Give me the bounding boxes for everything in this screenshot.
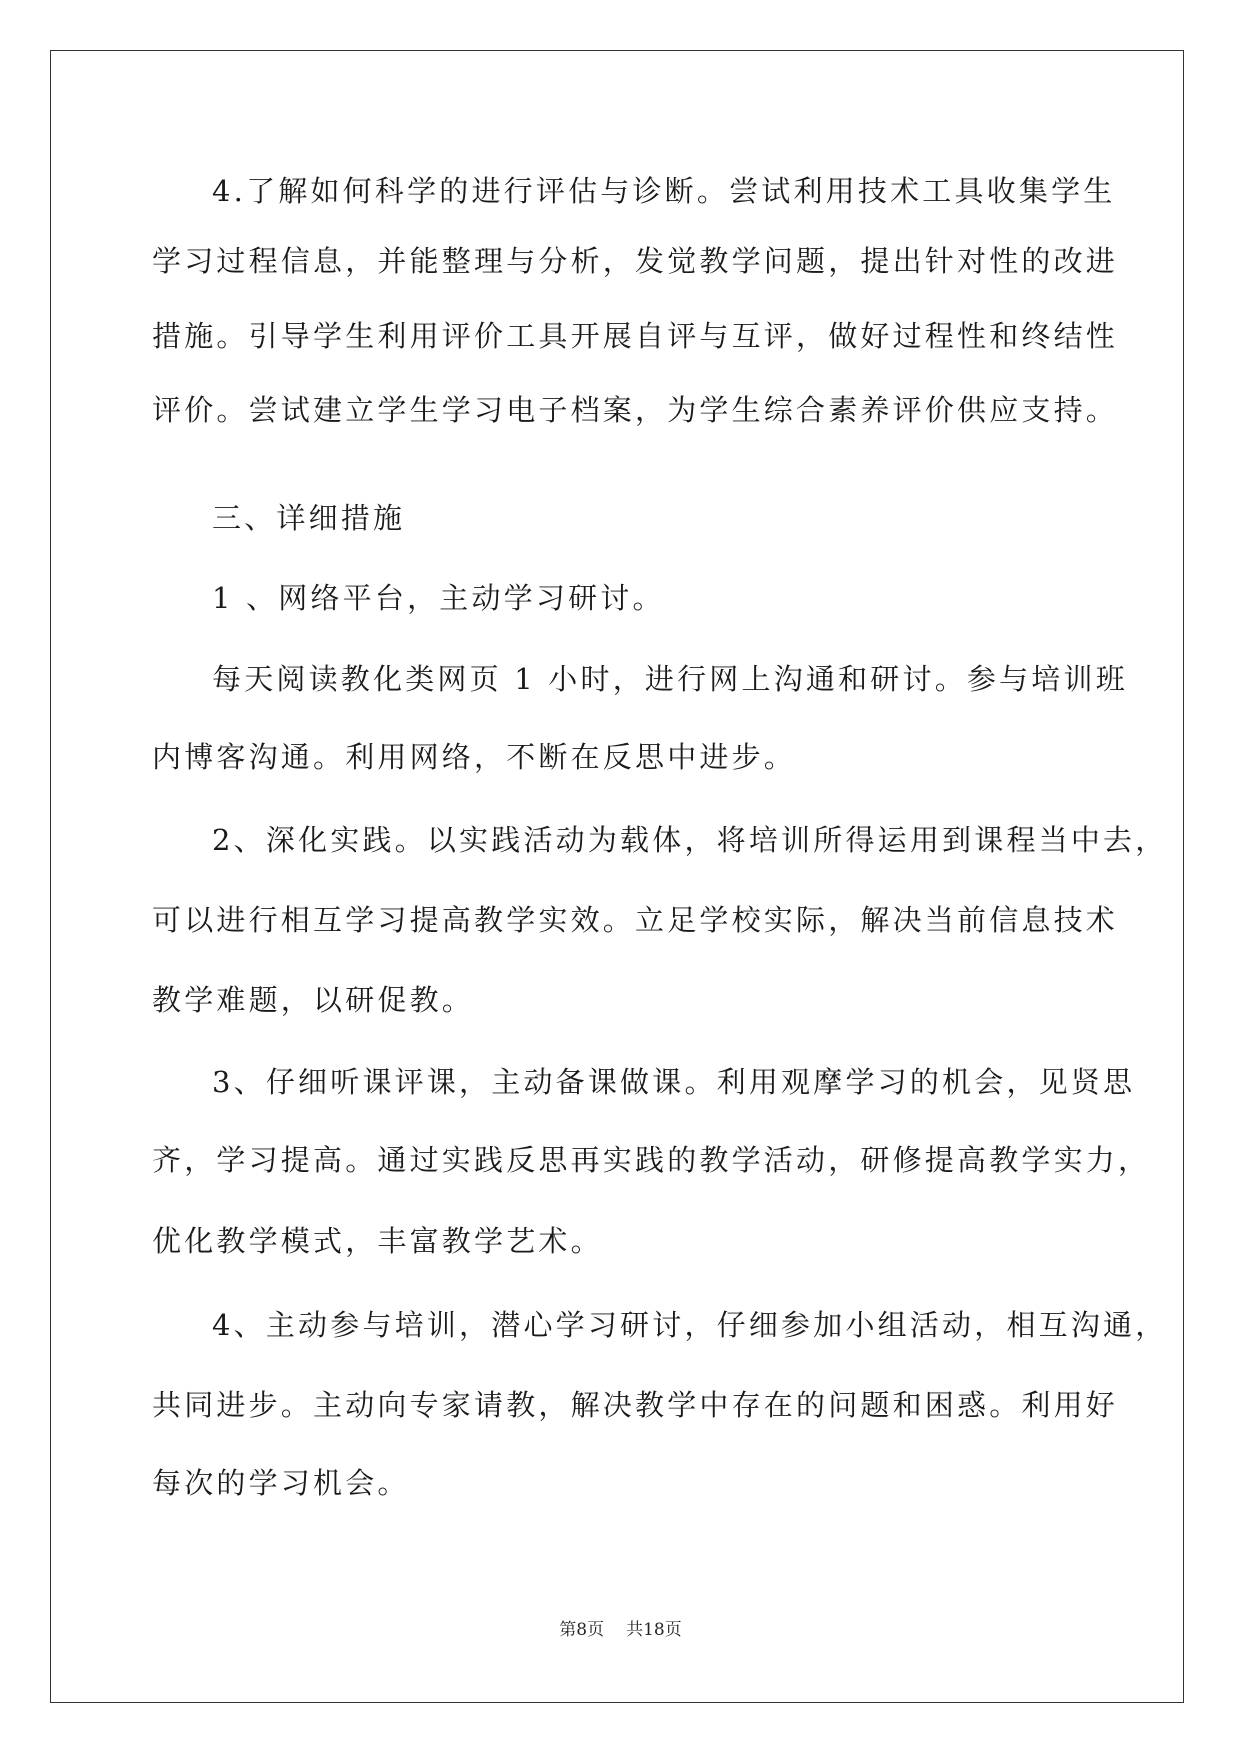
paragraph-line: 内博客沟通。利用网络，不断在反思中进步。 xyxy=(152,740,797,774)
section-heading: 三、详细措施 xyxy=(212,501,406,535)
page-number: 第8页 xyxy=(559,1620,605,1640)
paragraph-line: 4、主动参与培训，潜心学习研讨，仔细参加小组活动，相互沟通， xyxy=(212,1308,1168,1342)
paragraph-line: 学习过程信息，并能整理与分析，发觉教学问题，提出针对性的改进 xyxy=(152,244,1119,278)
paragraph-line: 3、仔细听课评课，主动备课做课。利用观摩学习的机会，见贤思 xyxy=(212,1065,1136,1099)
paragraph-line: 2、深化实践。以实践活动为载体，将培训所得运用到课程当中去， xyxy=(212,823,1168,857)
paragraph-line: 共同进步。主动向专家请教，解决教学中存在的问题和困惑。利用好 xyxy=(152,1388,1119,1422)
paragraph-line: 齐，学习提高。通过实践反思再实践的教学活动，研修提高教学实力， xyxy=(152,1143,1151,1177)
page-total: 共18页 xyxy=(626,1620,682,1640)
paragraph-line: 评价。尝试建立学生学习电子档案，为学生综合素养评价供应支持。 xyxy=(152,393,1119,427)
paragraph-line: 每天阅读教化类网页 1 小时，进行网上沟通和研讨。参与培训班 xyxy=(212,662,1128,696)
paragraph-line: 4.了解如何科学的进行评估与诊断。尝试利用技术工具收集学生 xyxy=(212,174,1116,208)
paragraph-line: 1 、网络平台，主动学习研讨。 xyxy=(212,581,665,615)
page-border xyxy=(50,50,1184,1703)
paragraph-line: 教学难题，以研促教。 xyxy=(152,983,475,1017)
page-footer xyxy=(0,1618,1241,1642)
paragraph-line: 措施。引导学生利用评价工具开展自评与互评，做好过程性和终结性 xyxy=(152,319,1119,353)
paragraph-line: 优化教学模式，丰富教学艺术。 xyxy=(152,1224,603,1258)
paragraph-line: 每次的学习机会。 xyxy=(152,1466,410,1500)
paragraph-line: 可以进行相互学习提高教学实效。立足学校实际，解决当前信息技术 xyxy=(152,903,1119,937)
